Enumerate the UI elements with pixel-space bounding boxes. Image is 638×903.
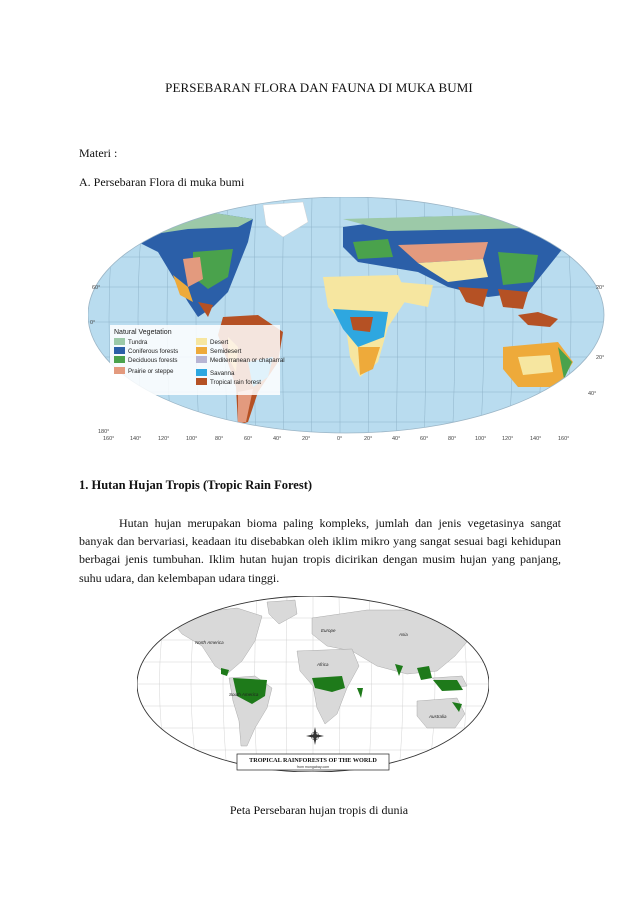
longitude-label: 120°	[158, 436, 170, 442]
latitude-label: 60°	[92, 285, 101, 291]
map-title: TROPICAL RAINFORESTS OF THE WORLD	[249, 757, 377, 764]
document-title: PERSEBARAN FLORA DAN FAUNA DI MUKA BUMI	[165, 80, 473, 95]
legend-item: Semidesert	[210, 348, 242, 355]
latitude-label: 40°	[588, 391, 597, 397]
longitude-label: 80°	[448, 436, 457, 442]
continent-label: Australia	[429, 714, 447, 719]
longitude-label: 120°	[502, 436, 514, 442]
paragraph-rainforest: Hutan hujan merupakan bioma paling kompleks, jumlah dan jenis vegetasinya sangat banyak dan bervariasi, keadaan itu disebabkan oleh iklim mikro yang sangat sesuai bagi kehidupan berbagai jenis tumbuhan. Iklim hutan hujan tropis dicirikan dengan musim hujan yang panjang, suhu udara, dan kelembapan udara tinggi.	[79, 516, 561, 585]
longitude-label: 140°	[530, 436, 542, 442]
latitude-label: 0°	[90, 320, 96, 326]
longitude-label: 160°	[558, 436, 570, 442]
map-caption: Peta Persebaran hujan tropis di dunia	[229, 803, 409, 817]
section-heading-rainforest: 1. Hutan Hujan Tropis (Tropic Rain Forest)	[79, 478, 313, 492]
continent-label: Europe	[321, 628, 336, 633]
map-title-box	[237, 754, 389, 770]
latitude-label: 20°	[596, 355, 605, 361]
longitude-label: 20°	[364, 436, 373, 442]
latitude-label: 20°	[596, 285, 605, 291]
longitude-label: 100°	[186, 436, 198, 442]
section-a-heading: A. Persebaran Flora di muka bumi	[79, 175, 245, 189]
legend-item: Desert	[210, 339, 229, 346]
natural-vegetation-map	[88, 197, 605, 447]
legend-item: Coniferous forests	[128, 348, 179, 355]
longitude-label: 100°	[475, 436, 487, 442]
longitude-label: 80°	[215, 436, 224, 442]
map-source: from mongabay.com	[296, 765, 330, 769]
map-legend	[110, 325, 285, 395]
longitude-label: 160°	[103, 436, 115, 442]
longitude-label: 60°	[244, 436, 253, 442]
longitude-label: 0°	[337, 436, 343, 442]
legend-item: Prairie or steppe	[128, 368, 174, 375]
longitude-label: 40°	[273, 436, 282, 442]
materi-label: Materi :	[79, 146, 118, 160]
legend-item: Savanna	[210, 370, 235, 377]
longitude-label: 20°	[302, 436, 311, 442]
longitude-label: 180°	[98, 429, 110, 435]
legend-item: Deciduous forests	[128, 357, 178, 364]
legend-item: Tropical rain forest	[210, 379, 262, 386]
longitude-label: 60°	[420, 436, 429, 442]
continent-label: North America	[195, 640, 224, 645]
longitude-label: 40°	[392, 436, 401, 442]
continent-label: South America	[229, 692, 259, 697]
legend-item: Mediterranean or chaparral	[210, 357, 285, 364]
tropical-rainforest-map	[137, 596, 489, 772]
longitude-label: 140°	[130, 436, 142, 442]
continent-label: Africa	[317, 662, 329, 667]
continent-label: Asia	[399, 632, 408, 637]
legend-item: Tundra	[128, 339, 148, 346]
legend-title: Natural Vegetation	[114, 329, 172, 336]
